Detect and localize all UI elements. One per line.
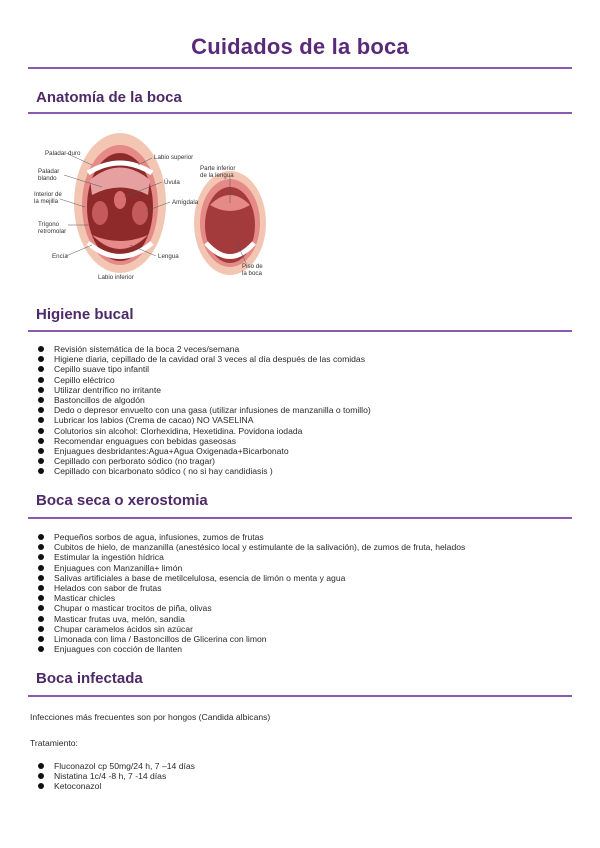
section-heading-boca-infectada: Boca infectada <box>36 670 143 687</box>
higiene-list <box>38 344 371 477</box>
treatment-label: Tratamiento: <box>30 738 78 748</box>
label-encia: Encía <box>52 253 68 260</box>
section-heading-anatomy: Anatomía de la boca <box>36 89 182 106</box>
list-item: Estimular la ingestión hídrica <box>38 552 465 562</box>
list-item: Fluconazol cp 50mg/24 h, 7 –14 días <box>38 761 195 771</box>
list-item: Limonada con lima / Bastoncillos de Glicerina con limon <box>38 634 465 644</box>
section-heading-higiene: Higiene bucal <box>36 306 134 323</box>
higiene-divider <box>28 330 572 332</box>
list-item: Helados con sabor de frutas <box>38 583 465 593</box>
boca-seca-list <box>38 532 465 654</box>
list-item: Utilizar dentrífico no irritante <box>38 385 371 395</box>
label-interior-mejilla: Interior de la mejilla <box>34 191 62 205</box>
uvula <box>114 191 126 209</box>
list-item: Recomendar enguagues con bebidas gaseosas <box>38 436 371 446</box>
list-item: Nistatina 1c/4 -8 h, 7 -14 días <box>38 771 195 781</box>
mouth-anatomy-drawing <box>30 125 290 285</box>
label-lengua: Lengua <box>158 253 179 260</box>
list-item: Chupar caramelos ácidos sin azúcar <box>38 624 465 634</box>
list-item: Chupar o masticar trocitos de piña, olivas <box>38 603 465 613</box>
label-piso-boca: Piso de la boca <box>242 263 263 277</box>
right-tonsil <box>132 201 148 225</box>
list-item: Pequeños sorbos de agua, infusiones, zumos de frutas <box>38 532 465 542</box>
boca-infectada-divider <box>28 695 572 697</box>
left-tonsil <box>92 201 108 225</box>
list-item: Revisión sistemática de la boca 2 veces/semana <box>38 344 371 354</box>
list-item: Bastoncillos de algodón <box>38 395 371 405</box>
label-labio-inferior: Labio inferior <box>98 274 134 281</box>
page-title: Cuidados de la boca <box>191 34 409 59</box>
label-trigono: Trígono retromolar <box>38 221 67 235</box>
label-amigdala: Amígdala <box>172 199 199 206</box>
list-item: Masticar frutas uva, melón, sandia <box>38 614 465 624</box>
label-paladar-duro: Paladar duro <box>45 150 81 157</box>
list-item: Enjuagues con cocción de llanten <box>38 644 465 654</box>
boca-seca-divider <box>28 517 572 519</box>
title-divider <box>28 67 572 69</box>
list-item: Enjuagues desbridantes:Agua+Agua Oxigenada+Bicarbonato <box>38 446 371 456</box>
list-item: Cepillo eléctrico <box>38 375 371 385</box>
label-labio-superior: Labio superior <box>154 154 194 161</box>
section-heading-boca-seca: Boca seca o xerostomia <box>36 492 208 509</box>
list-item: Ketoconazol <box>38 781 195 791</box>
list-item: Higiene diaria, cepillado de la cavidad oral 3 veces al día después de las comidas <box>38 354 371 364</box>
anatomy-divider <box>28 112 572 114</box>
mouth-anatomy-illustration <box>30 125 290 285</box>
list-item: Dedo o depresor envuelto con una gasa (utilizar infusiones de manzanilla o tomillo) <box>38 405 371 415</box>
list-item: Enjuagues con Manzanilla+ limón <box>38 563 465 573</box>
list-item: Masticar chicles <box>38 593 465 603</box>
list-item: Cepillado con perborato sódico (no tragar) <box>38 456 371 466</box>
list-item: Cepillado con bicarbonato sódico ( no si hay candidiasis ) <box>38 466 371 476</box>
list-item: Colutorios sin alcohol: Clorhexidina, Hexetidina. Povidona iodada <box>38 426 371 436</box>
infection-intro: Infecciones más frecuentes son por hongos (Candida albicans) <box>30 712 271 722</box>
list-item: Cepillo suave tipo infantil <box>38 364 371 374</box>
list-item: Salivas artificiales a base de metilcelulosa, esencia de limón o menta y agua <box>38 573 465 583</box>
label-uvula: Úvula <box>164 179 180 186</box>
list-item: Lubricar los labios (Crema de cacao) NO VASELINA <box>38 415 371 425</box>
label-paladar-blando: Paladar blando <box>38 168 60 182</box>
label-parte-inferior-lengua: Parte inferior de la lengua <box>200 165 236 179</box>
treatment-list <box>38 761 195 792</box>
list-item: Cubitos de hielo, de manzanilla (anestésico local y estimulante de la salivación), de zumos de fruta, helados <box>38 542 465 552</box>
